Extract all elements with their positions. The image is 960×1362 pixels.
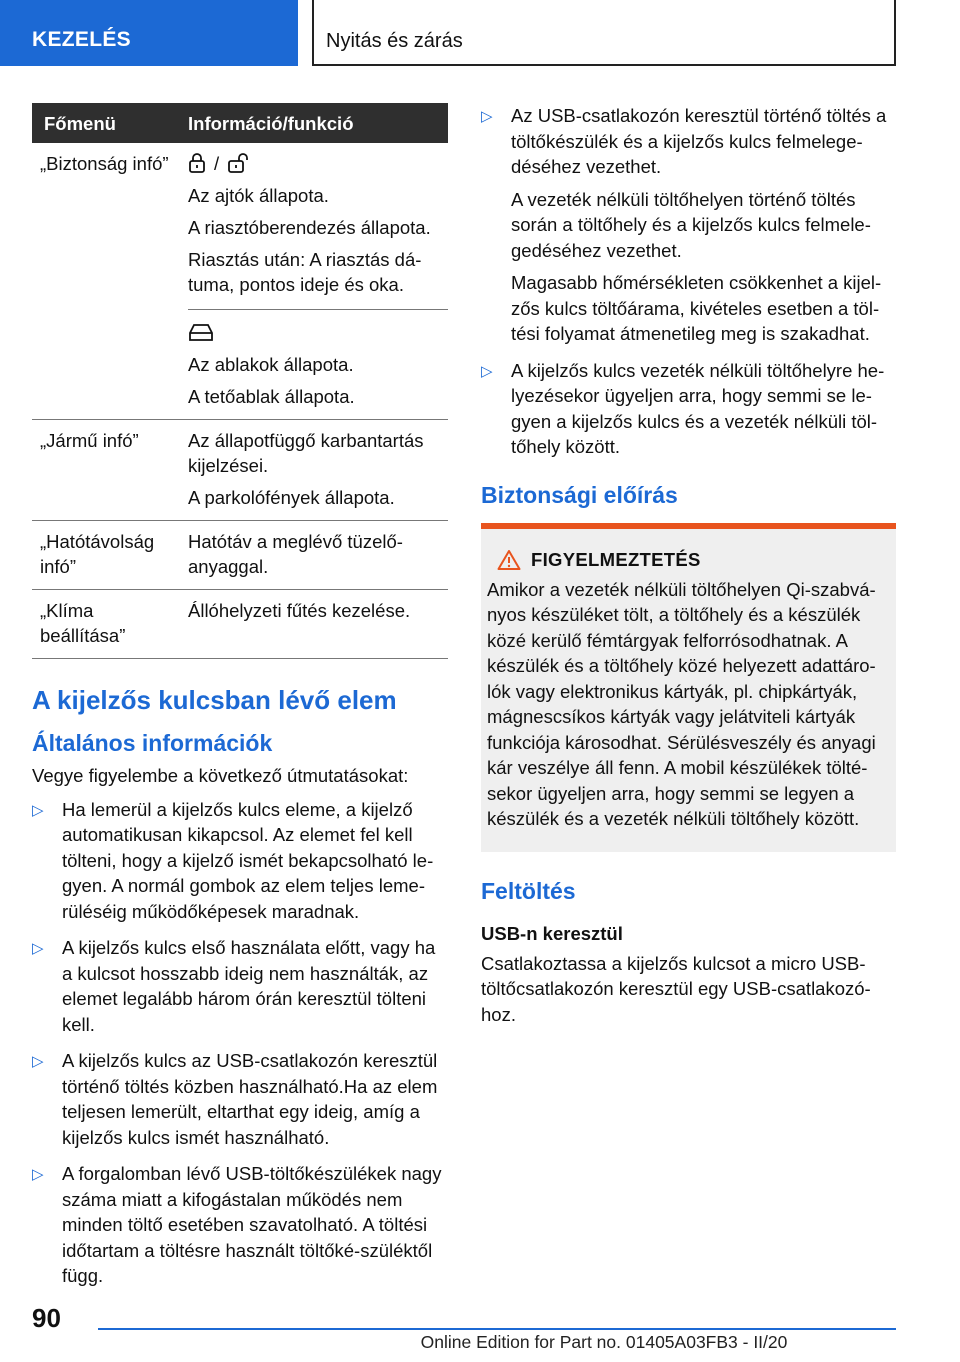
menu-table bbox=[32, 103, 448, 659]
section-header bbox=[312, 0, 896, 66]
table-cell-menu: „Klíma beállítása” bbox=[32, 590, 180, 659]
cell-text: Az ablakok állapota. bbox=[188, 354, 354, 375]
window-subrow bbox=[188, 309, 448, 409]
cell-text: Az állapotfüggő karbantartás kijelzései. bbox=[188, 430, 424, 476]
list-item-text: Az USB-csatlakozón keresztül történő töltés a töltőkészülék és a kijelzős kulcs felmelege-déséhez vezethet. bbox=[511, 105, 887, 177]
table-cell-menu: „Jármű infó” bbox=[32, 420, 180, 521]
table-cell-menu: „Biztonság infó” bbox=[32, 143, 180, 420]
warning-text: Amikor a vezeték nélküli töltőhelyen Qi-szabvá-nyos készüléket tölt, a töltőhely és a készülék közé kerülő fémtárgyak felforrósodhatnak. A készülék és a töltőhely közé helyezett adattáro-lók vagy elektronikus kártyák, pl. chipkártyák, mágnescsíkos kártyák vagy jelátviteli kártyák funkciója károsodhat. Sérülésveszély és anyagi kár veszélye áll fenn. A mobil készülékek tölté-sekor ügyeljen arra, hogy semmi se legyen a készülék és a vezeték nélküli töltőhely között. bbox=[487, 578, 876, 829]
triangle-bullet-icon: ▷ bbox=[32, 1053, 44, 1070]
list-item bbox=[32, 1048, 448, 1150]
list-item bbox=[481, 103, 896, 347]
list-item-text: Ha lemerül a kijelzős kulcs eleme, a kijelző automatikusan kikapcsol. Az elemet fel kell tölteni, hogy a kijelző ismét bekapcsolható le-gyen. A normál gombok az elem teljes leme-rüléséig működőképesek maradnak. bbox=[62, 798, 434, 922]
cell-text: Állóhelyzeti fűtés kezelése. bbox=[188, 600, 411, 621]
table-cell-info bbox=[180, 521, 448, 590]
warning-label: FIGYELMEZTETÉS bbox=[531, 548, 701, 570]
triangle-bullet-icon: ▷ bbox=[481, 108, 493, 125]
list-item bbox=[32, 797, 448, 925]
chapter-label: KEZELÉS bbox=[32, 28, 131, 51]
table-cell-info bbox=[180, 420, 448, 521]
lock-closed-icon bbox=[188, 152, 206, 174]
chapter-tab bbox=[0, 0, 298, 66]
footer-edition: Online Edition for Part no. 01405A03FB3 - II/20 bbox=[420, 1332, 788, 1352]
cell-text: Riasztás után: A riasztás dá-tuma, pontos ideje és oka. bbox=[188, 249, 422, 295]
table-cell-info bbox=[180, 590, 448, 659]
list-item-extra: Magasabb hőmérsékleten csökkenhet a kijel-zős kulcs töltőárama, kivételes esetben a töl-tési folyamat átmenetileg meg is szakadhat. bbox=[511, 272, 882, 344]
general-info-heading: Általános információk bbox=[32, 730, 273, 756]
footer-divider bbox=[98, 1328, 896, 1330]
list-item-text: A forgalomban lévő USB-töltőkészülékek nagy száma miatt a kifogástalan működés nem minden töltő esetében szavatolható. A töltési időtartam a töltésre használt töltőké-szüléktől függ. bbox=[62, 1163, 442, 1286]
triangle-bullet-icon: ▷ bbox=[32, 1166, 44, 1183]
triangle-bullet-icon: ▷ bbox=[481, 362, 493, 380]
cell-text: A parkolófények állapota. bbox=[188, 487, 395, 508]
window-icon bbox=[188, 321, 214, 343]
charging-heading: Feltöltés bbox=[481, 877, 576, 904]
icon-separator: / bbox=[214, 152, 220, 174]
battery-bullet-list bbox=[32, 797, 448, 1289]
list-item-text: A kijelzős kulcs az USB-csatlakozón keresztül történő töltés közben használható.Ha az elem teljesen lemerült, eltarthat egy ideig, amíg a kijelzős kulcs ismét használható. bbox=[62, 1050, 438, 1148]
table-header-menu: Főmenü bbox=[32, 103, 180, 143]
charging-bullet-list bbox=[481, 103, 896, 460]
list-item bbox=[32, 935, 448, 1037]
list-item-text: A kijelzős kulcs első használata előtt, vagy ha a kulcsot hosszabb ideig nem használták, az elemet legalább három órán keresztül tölteni kell. bbox=[62, 937, 436, 1035]
table-row bbox=[32, 521, 448, 590]
intro-text: Vegye figyelembe a következő útmutatásokat: bbox=[32, 765, 409, 786]
safety-heading: Biztonsági előírás bbox=[481, 481, 678, 508]
list-item-text: A kijelzős kulcs vezeték nélküli töltőhelyre he-lyezésekor ügyeljen arra, hogy semmi se le-gyen a kijelzős kulcs és a vezeték nélküli töl-tőhely között. bbox=[511, 359, 885, 457]
page-number: 90 bbox=[32, 1303, 61, 1333]
lock-open-icon bbox=[227, 152, 253, 174]
table-header-row bbox=[32, 103, 448, 143]
triangle-bullet-icon: ▷ bbox=[32, 801, 44, 819]
table-cell-info bbox=[180, 143, 448, 420]
table-cell-menu: „Hatótávolság infó” bbox=[32, 521, 180, 590]
lock-icons bbox=[188, 151, 448, 175]
section-title: Nyitás és zárás bbox=[326, 30, 463, 52]
table-row bbox=[32, 420, 448, 521]
cell-text: Az ajtók állapota. bbox=[188, 185, 329, 206]
warning-box bbox=[481, 523, 896, 852]
usb-text: Csatlakoztassa a kijelzős kulcsot a micro USB-töltőcsatlakozón keresztül egy USB-csatlakozó-hoz. bbox=[481, 952, 871, 1025]
list-item bbox=[32, 1161, 448, 1289]
usb-subheading: USB-n keresztül bbox=[481, 922, 623, 944]
list-item-extra: A vezeték nélküli töltőhelyen történő töltés során a töltőhely és a kijelzős kulcs felmele-gedéséhez vezethet. bbox=[511, 188, 871, 261]
right-column bbox=[481, 103, 896, 1027]
list-item bbox=[481, 358, 896, 460]
left-column bbox=[32, 103, 448, 1300]
cell-text: A tetőablak állapota. bbox=[188, 386, 355, 407]
table-row bbox=[32, 590, 448, 659]
triangle-bullet-icon: ▷ bbox=[32, 940, 44, 957]
battery-heading: A kijelzős kulcsban lévő elem bbox=[32, 685, 397, 715]
table-header-info: Információ/funkció bbox=[180, 103, 448, 143]
table-row bbox=[32, 143, 448, 420]
warning-triangle-icon bbox=[497, 549, 521, 571]
window-icon-line bbox=[188, 320, 448, 344]
cell-text: A riasztóberendezés állapota. bbox=[188, 217, 431, 238]
warning-title bbox=[487, 549, 890, 571]
cell-text: Hatótáv a meglévő tüzelő-anyaggal. bbox=[188, 531, 403, 577]
